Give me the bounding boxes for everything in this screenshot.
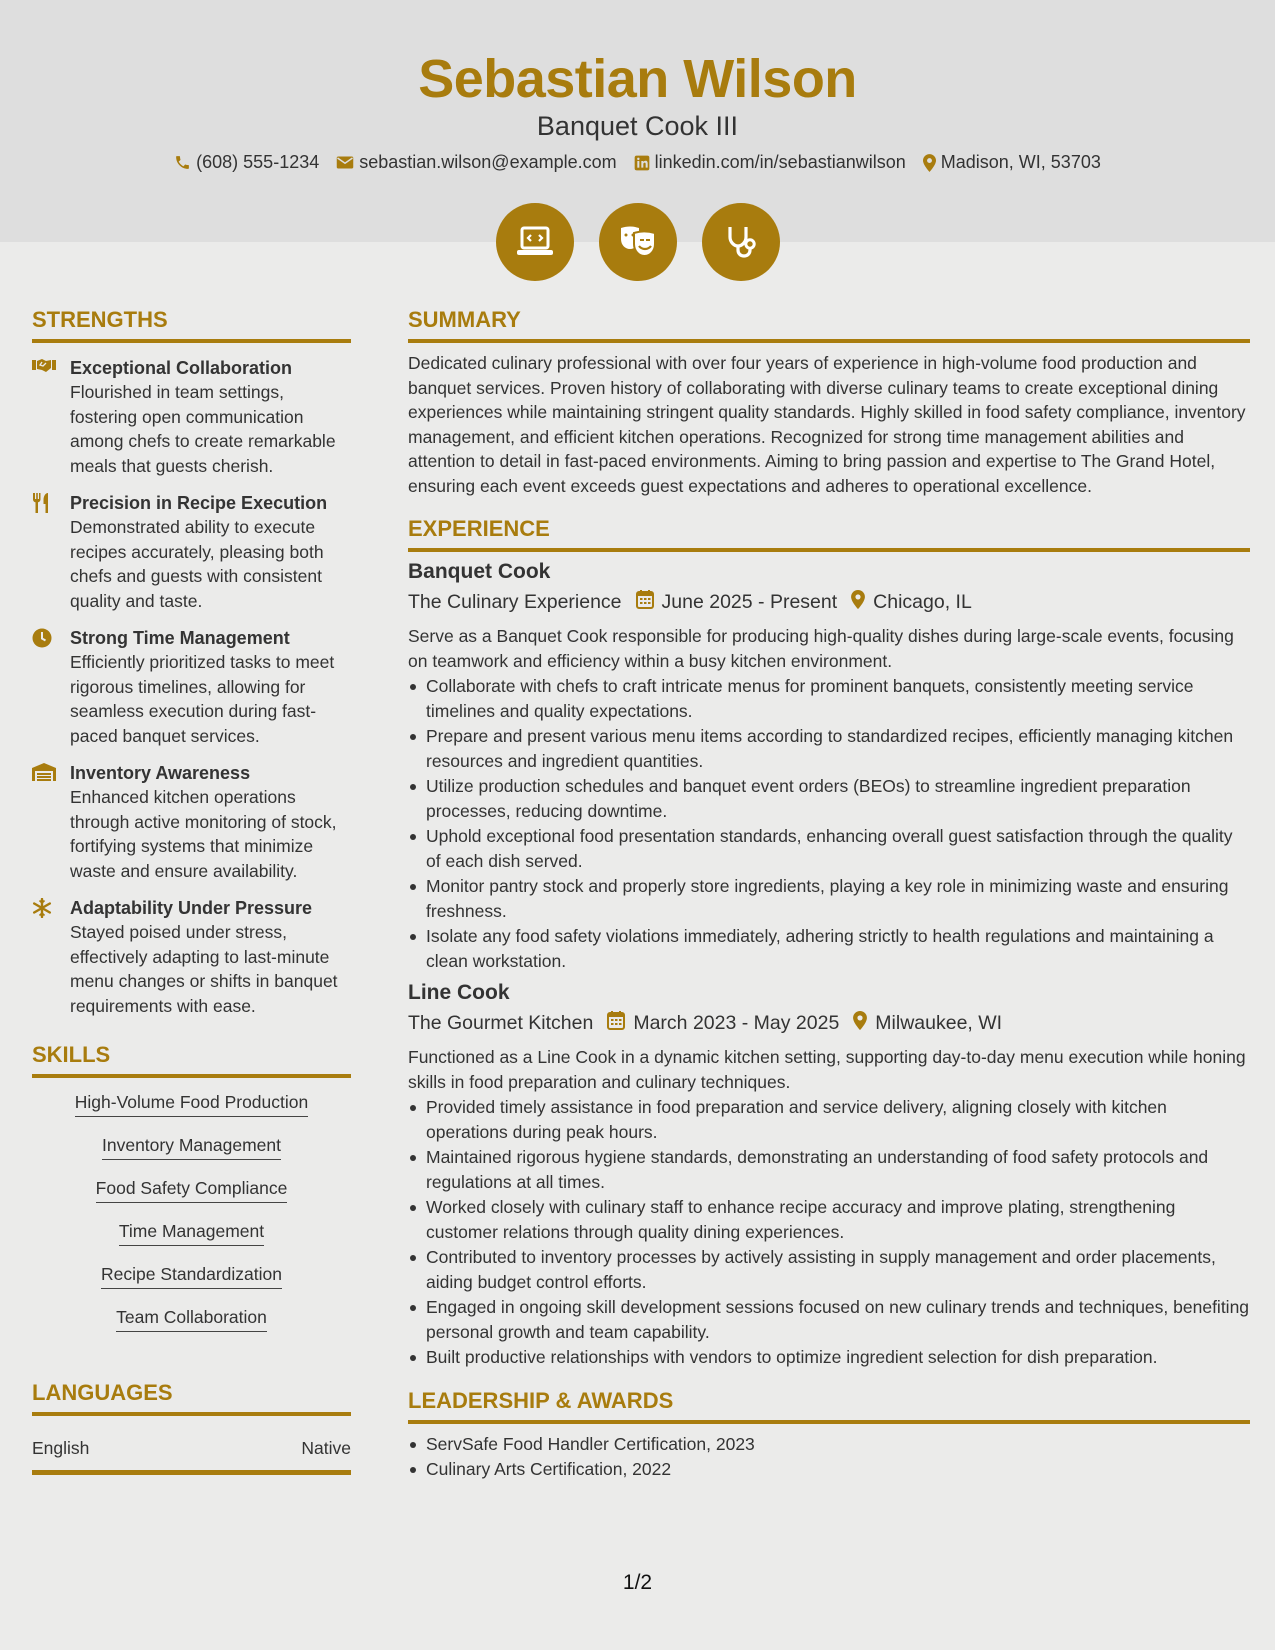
strength-desc: Flourished in team settings, fostering open communication among chefs to create remarkable meals that guests cherish. — [70, 382, 336, 476]
job-description: Serve as a Banquet Cook responsible for producing high-quality dishes during large-scale events, focusing on teamwork and efficiency within a busy kitchen environment. — [408, 626, 1234, 671]
award-item: ServSafe Food Handler Certification, 2023 — [408, 1432, 1250, 1457]
skill-tag: Recipe Standardization — [101, 1264, 282, 1289]
left-column — [32, 307, 351, 1475]
interest-icons — [0, 203, 1275, 281]
map-pin-icon — [923, 154, 936, 172]
job-bullet: Provided timely assistance in food preparation and service delivery, aligning closely with kitchen operations during peak hours. — [408, 1095, 1250, 1144]
phone-text: (608) 555-1234 — [196, 152, 320, 172]
stethoscope-icon — [702, 203, 780, 281]
utensils-icon — [32, 491, 56, 613]
job-company: The Culinary Experience — [408, 590, 622, 613]
language-level: Native — [301, 1438, 351, 1458]
contact-linkedin[interactable] — [634, 152, 906, 173]
strength-item — [32, 896, 351, 1018]
awards-heading: LEADERSHIP & AWARDS — [408, 1388, 1250, 1424]
job-entry — [408, 981, 1250, 1370]
job-bullet: Isolate any food safety violations immediately, adhering strictly to health regulations and maintaining a clean workstation. — [408, 924, 1250, 973]
email-text: sebastian.wilson@example.com — [359, 152, 617, 172]
languages-heading: LANGUAGES — [32, 1380, 351, 1416]
job-location: Chicago, IL — [873, 590, 972, 613]
calendar-icon — [636, 589, 662, 615]
strength-item — [32, 356, 351, 478]
clock-icon — [32, 626, 56, 748]
job-bullet: Collaborate with chefs to craft intricate menus for prominent banquets, consistently meeting service timelines and quality expectations. — [408, 674, 1250, 723]
contact-email[interactable] — [336, 152, 616, 173]
job-company: The Gourmet Kitchen — [408, 1011, 594, 1034]
right-column — [408, 307, 1250, 1482]
skill-tag: Time Management — [119, 1221, 264, 1246]
job-bullet: Uphold exceptional food presentation standards, enhancing overall guest satisfaction through the quality of each dish served. — [408, 824, 1250, 873]
location-text: Madison, WI, 53703 — [940, 152, 1101, 172]
phone-icon — [174, 154, 191, 171]
job-bullet: Worked closely with culinary staff to enhance recipe accuracy and improve plating, strengthening customer relations through quality dining experiences. — [408, 1195, 1250, 1244]
award-item: Culinary Arts Certification, 2022 — [408, 1457, 1250, 1482]
strength-item — [32, 761, 351, 883]
job-bullet: Prepare and present various menu items according to standardized recipes, efficiently managing kitchen resources and ingredient quantities. — [408, 724, 1250, 773]
strength-desc: Demonstrated ability to execute recipes accurately, pleasing both chefs and guests with consistent quality and taste. — [70, 517, 324, 611]
job-bullet: Contributed to inventory processes by actively assisting in supply management and order placements, aiding budget control efforts. — [408, 1245, 1250, 1294]
strength-item — [32, 626, 351, 748]
job-meta — [408, 589, 1250, 615]
job-meta — [408, 1010, 1250, 1036]
skills-heading: SKILLS — [32, 1042, 351, 1078]
summary-text: Dedicated culinary professional with over four years of experience in high-volume food production and banquet services. Proven history of collaborating with diverse culinary teams to create exceptional dining experiences while maintaining stringent quality standards. Highly skilled in food safety compliance, inventory management, and efficient kitchen operations. Recognized for strong time management abilities and attention to detail in fast-paced environments. Aiming to bring passion and expertise to The Grand Hotel, ensuring each event exceeds guest expectations and adheres to operational excellence. — [408, 353, 1246, 496]
skill-tag: High-Volume Food Production — [75, 1092, 308, 1117]
theater-masks-icon — [599, 203, 677, 281]
language-row — [32, 1438, 351, 1475]
map-pin-icon — [851, 590, 873, 615]
strength-desc: Stayed poised under stress, effectively adapting to last-minute menu changes or shifts in banquet requirements with ease. — [70, 922, 338, 1016]
job-description: Functioned as a Line Cook in a dynamic kitchen setting, supporting day-to-day menu execution while honing skills in food preparation and culinary techniques. — [408, 1047, 1246, 1092]
strength-title: Exceptional Collaboration — [70, 358, 293, 378]
job-bullets — [408, 674, 1250, 973]
candidate-title: Banquet Cook III — [536, 111, 739, 141]
job-bullets — [408, 1095, 1250, 1370]
job-bullet: Built productive relationships with vendors to optimize ingredient selection for dish preparation. — [408, 1345, 1250, 1370]
job-dates: June 2025 - Present — [661, 590, 838, 613]
awards-list — [408, 1432, 1250, 1482]
experience-heading: EXPERIENCE — [408, 516, 1250, 552]
contact-location — [923, 152, 1101, 173]
strength-title: Adaptability Under Pressure — [70, 898, 313, 918]
job-title: Line Cook — [408, 981, 510, 1004]
envelope-icon — [336, 155, 354, 170]
skill-tag: Inventory Management — [102, 1135, 281, 1160]
skills-list — [32, 1092, 351, 1350]
strength-desc: Efficiently prioritized tasks to meet rigorous timelines, allowing for seamless execution during fast-paced banquet services. — [70, 652, 335, 746]
job-bullet: Engaged in ongoing skill development sessions focused on new culinary trends and techniques, benefiting personal growth and team capability. — [408, 1295, 1250, 1344]
skill-tag: Team Collaboration — [116, 1307, 267, 1332]
summary-heading: SUMMARY — [408, 307, 1250, 343]
strength-title: Precision in Recipe Execution — [70, 493, 328, 513]
map-pin-icon — [853, 1011, 875, 1036]
calendar-icon — [607, 1010, 633, 1036]
job-bullet: Utilize production schedules and banquet event orders (BEOs) to streamline ingredient preparation processes, reducing downtime. — [408, 774, 1250, 823]
strength-title: Inventory Awareness — [70, 763, 251, 783]
linkedin-icon — [634, 155, 650, 171]
linkedin-text: linkedin.com/in/sebastianwilson — [654, 152, 906, 172]
language-name: English — [32, 1438, 90, 1458]
job-bullet: Monitor pantry stock and properly store ingredients, playing a key role in minimizing waste and ensuring freshness. — [408, 874, 1250, 923]
job-location: Milwaukee, WI — [875, 1011, 1003, 1034]
handshake-icon — [32, 356, 56, 478]
page-number: 1/2 — [622, 1571, 653, 1594]
warehouse-icon — [32, 761, 56, 883]
contact-phone[interactable] — [174, 152, 319, 173]
laptop-code-icon — [496, 203, 574, 281]
job-dates: March 2023 - May 2025 — [633, 1011, 840, 1034]
strength-desc: Enhanced kitchen operations through active monitoring of stock, fortifying systems that minimize waste and ensure availability. — [70, 787, 337, 881]
strength-title: Strong Time Management — [70, 628, 290, 648]
skill-tag: Food Safety Compliance — [96, 1178, 288, 1203]
job-bullet: Maintained rigorous hygiene standards, demonstrating an understanding of food safety protocols and regulations at all times. — [408, 1145, 1250, 1194]
contact-bar — [0, 152, 1275, 173]
strength-item — [32, 491, 351, 613]
job-title: Banquet Cook — [408, 560, 551, 583]
strengths-heading: STRENGTHS — [32, 307, 351, 343]
job-entry — [408, 560, 1250, 973]
snowflake-icon — [32, 896, 56, 1018]
candidate-name: Sebastian Wilson — [418, 49, 857, 109]
